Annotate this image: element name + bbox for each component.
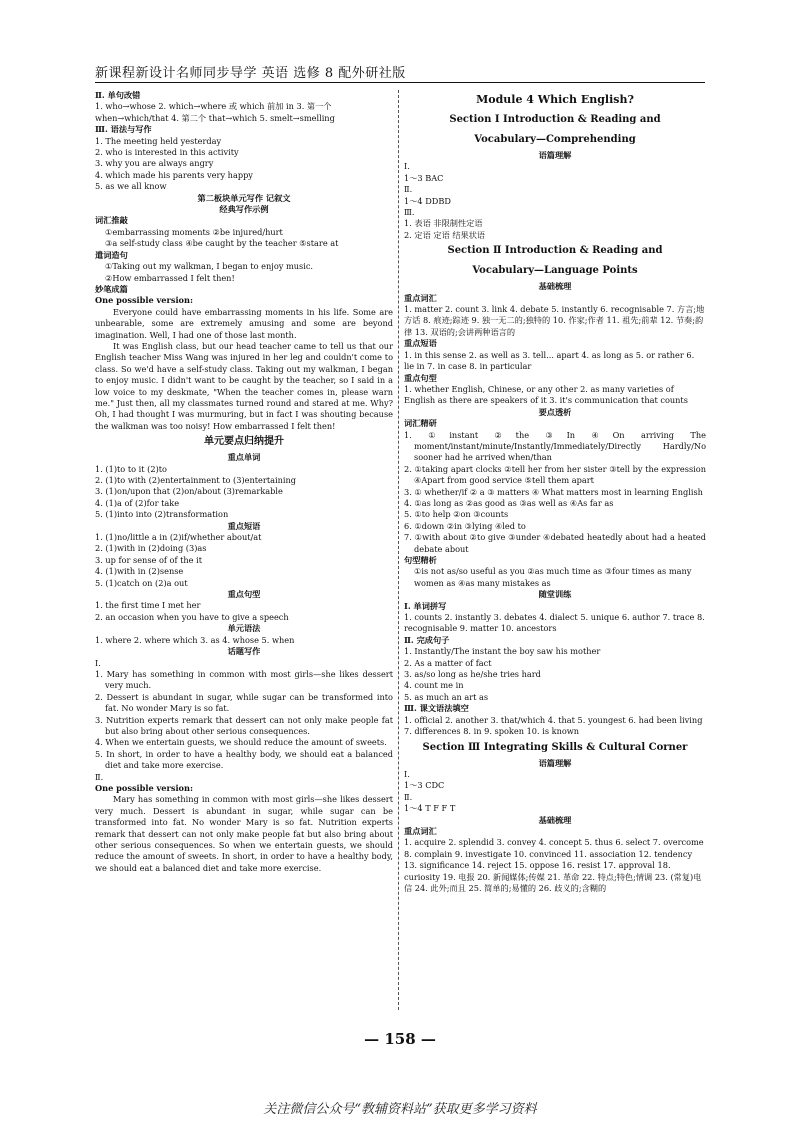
- answer-line: 1. the first time I met her: [95, 600, 201, 611]
- answer-line: 2. who is interested in this activity: [95, 147, 239, 158]
- answer-line: 1. matter 2. count 3. link 4. debate 5. instantly 6. recognisable 7. 方言;地方话 8. 痕迹;踪迹 9. 独一无二的;独特的 10. 作家;作者 11. 祖先;前辈 12. 节奏;韵律 13. 双语的;会讲两种语言的: [404, 304, 705, 337]
- answer-line: 2. (1)to with (2)entertainment to (3)entertaining: [95, 475, 297, 485]
- page-header: 新课程新设计名师同步导学 英语 选修 8 配外研社版: [95, 66, 406, 81]
- subheading: 遣词造句: [95, 249, 128, 260]
- section-heading: 重点单词: [227, 452, 261, 463]
- answer-line: Ⅰ.: [404, 768, 410, 779]
- right-column: [404, 90, 706, 894]
- answer-line: 4. When we entertain guests, we should reduce the amount of sweets.: [95, 737, 387, 748]
- column-divider: [398, 90, 399, 1010]
- answer-line: 1. where 2. where which 3. as 4. whose 5. when: [95, 634, 295, 645]
- subheading: Ⅱ. 完成句子: [404, 634, 450, 645]
- answer-line: 7. ①with about ②to give ③under ④debated heatedly about had a heated debate about: [404, 532, 706, 554]
- answer-line: 4. ①as long as ②as good as ③as well as ④As far as: [404, 497, 614, 508]
- section-heading: 要点透析: [538, 406, 572, 417]
- page-number: — 158 —: [364, 1030, 436, 1048]
- subheading: 句型精析: [404, 555, 437, 565]
- answer-line: 2. Dessert is abundant in sugar, while sugar can be transformed into fat. No wonder Mary is so fat.: [95, 691, 393, 714]
- answer-line: Ⅱ.: [95, 771, 104, 782]
- answer-line: 1. acquire 2. splendid 3. convey 4. concept 5. thus 6. select 7. overcome 8. complain 9. investigate 10. convinced 11. association 12. tendency 13. significance 14. reject 15. oppose 16. resist 17. approval 18. curiosity 19. 电报 20. 新闻媒体;传媒 21. 革命 22. 特点;特色;情调 23. (常复)电信 24. 此外;而且 25. 简单的;易懂的 26. 歧义的;含糊的: [404, 837, 704, 893]
- answer-line: 1. whether English, Chinese, or any other 2. as many varieties of English as there are speakers of it 3. it's communication that counts: [404, 383, 688, 406]
- subheading: 词汇推敲: [95, 215, 128, 226]
- subheading: 重点句型: [404, 372, 437, 383]
- module-title: Module 4 Which English?: [476, 93, 634, 106]
- answer-line: 2. As a matter of fact: [404, 657, 492, 668]
- section-title: Vocabulary—Comprehending: [474, 134, 636, 145]
- answer-line: 2. an occasion when you have to give a speech: [95, 611, 289, 622]
- answer-line: 2. ①taking apart clocks ②tell her from her sister ③tell by the expression ④Apart from good service ⑤tell them apart: [404, 463, 706, 486]
- answer-line: 1. (1)no/little a in (2)if/whether about/at: [95, 532, 262, 543]
- answer-line: 4. which made his parents very happy: [95, 169, 253, 180]
- answer-line: Ⅱ.: [404, 184, 413, 195]
- answer-line: 5. In short, in order to have a healthy body, we should eat a balanced diet and take more exercise.: [95, 748, 393, 771]
- answer-line: 1. counts 2. instantly 3. debates 4. dialect 5. unique 6. author 7. trace 8. recognisable 9. matter 10. ancestors: [404, 612, 705, 634]
- answer-line: 5. as we all know: [95, 181, 167, 192]
- section-heading: 基础梳理: [538, 281, 572, 292]
- answer-line: 3. why you are always angry: [95, 158, 214, 169]
- answer-line: 1. (1)to to it (2)to: [95, 463, 167, 474]
- answer-line: 3. as/so long as he/she tries hard: [404, 669, 541, 680]
- subheading: 词汇精研: [404, 418, 437, 429]
- subheading: 重点词汇: [404, 825, 437, 836]
- footer-note: 关注微信公众号“教辅资料站”获取更多学习资料: [263, 1102, 537, 1117]
- answer-line: 1. who→whose 2. which→where 或 which 前加 in 3. 第一个 when→which/that 4. 第二个 that→which 5. smelt→smelling: [95, 101, 335, 123]
- paragraph: Mary has something in common with most girls—she likes dessert very much. Dessert is abundant in sugar, while sugar can be transformed into fat. No wonder Mary is so fat. Nutrition experts remark that dessert can not only make people fat but also bring about other serious consequences. So when we entertain guests, we should reduce the amount of sweets. In short, in order to have a healthy body, we should eat a balanced diet and take more exercise.: [95, 794, 393, 873]
- answer-line: 1. Mary has something in common with most girls—she likes dessert very much.: [95, 668, 393, 691]
- section-title: Section Ⅲ Integrating Skills & Cultural Corner: [422, 741, 688, 753]
- subheading: 重点短语: [404, 338, 437, 349]
- answer-line: 1. The meeting held yesterday: [95, 135, 222, 146]
- subheading: One possible version:: [95, 782, 193, 793]
- answer-line: 1～3 CDC: [404, 780, 445, 791]
- section-heading: 第二板块单元写作 记叙文: [197, 192, 291, 203]
- answer-line: 1. Instantly/The instant the boy saw his mother: [404, 646, 601, 657]
- section-heading: 经典写作示例: [219, 204, 269, 215]
- section-heading: 话题写作: [227, 646, 261, 657]
- answer-line: 4. count me in: [404, 680, 464, 691]
- header-rule: [95, 82, 705, 83]
- section-heading: 重点短语: [227, 520, 261, 531]
- answer-line: 1. 表语 非限制性定语: [404, 218, 483, 229]
- section-title: Vocabulary—Language Points: [472, 265, 638, 277]
- answer-line: 1. ①instant ②the ③In ④On arriving The moment/instant/minute/Instantly/Immediately/Directly Hardly/No sooner had he arrived when/than: [404, 429, 706, 463]
- subheading: Ⅲ. 语法与写作: [95, 124, 152, 135]
- answer-line: ①embarrassing moments ②be injured/hurt: [105, 226, 283, 237]
- subheading: 妙笔成篇: [95, 283, 128, 294]
- section-title: 单元要点归纳提升: [204, 436, 284, 448]
- answer-line: 3. ① whether/if ② a ③ matters ④ What matters most in learning English: [404, 486, 703, 497]
- answer-line: 5. as much an art as: [404, 691, 489, 702]
- answer-line: 2. 定语 定语 结果状语: [404, 229, 486, 240]
- answer-line: ②How embarrassed I felt then!: [105, 272, 235, 283]
- answer-line: 4. (1)with in (2)sense: [95, 566, 184, 577]
- answer-line: 6. ①down ②in ③lying ④led to: [404, 520, 526, 531]
- answer-line: Ⅰ.: [404, 161, 410, 172]
- answer-line: 1～3 BAC: [404, 172, 444, 183]
- answer-line: 1～4 DDBD: [404, 195, 451, 206]
- answer-line: 3. up for sense of of the it: [95, 554, 203, 565]
- answer-line: 3. Nutrition experts remark that dessert can not only make people fat but also bring about other serious consequences.: [95, 714, 393, 736]
- subheading: One possible version:: [95, 295, 193, 306]
- answer-line: 1～4 T F F T: [404, 803, 456, 814]
- answer-line: 1. in this sense 2. as well as 3. tell... apart 4. as long as 5. or rather 6. lie in 7. in case 8. in particular: [404, 349, 695, 372]
- section-heading: 语篇理解: [538, 150, 572, 160]
- subheading: Ⅰ. 单词拼写: [404, 600, 447, 611]
- section-heading: 重点句型: [227, 589, 261, 600]
- answer-line: 5. (1)into into (2)transformation: [95, 509, 229, 520]
- section-title: Section Ⅰ Introduction & Reading and: [449, 114, 661, 125]
- left-column: [95, 90, 393, 874]
- answer-line: 5. ①to help ②on ③counts: [404, 509, 509, 520]
- answer-line: Ⅰ.: [95, 657, 101, 668]
- answer-line: 3. (1)on/upon that (2)on/about (3)remarkable: [95, 486, 283, 497]
- subheading: Ⅲ. 课文语法填空: [404, 703, 469, 714]
- answer-line: ①Taking out my walkman, I began to enjoy music.: [105, 261, 314, 272]
- subheading: Ⅱ. 单句改错: [95, 90, 141, 100]
- answer-line: 1. official 2. another 3. that/which 4. that 5. youngest 6. had been living 7. differences 8. in 9. spoken 10. is known: [404, 714, 703, 737]
- answer-line: Ⅲ.: [404, 207, 415, 218]
- subheading: 重点词汇: [404, 292, 437, 303]
- section-heading: 随堂训练: [538, 589, 572, 600]
- section-heading: 单元语法: [227, 623, 261, 634]
- paragraph: Everyone could have embarrassing moments in his life. Some are unbearable, some are extremely amusing and some are beyond imagination. Well, I had one of those last month.: [95, 306, 393, 340]
- answer-line: 4. (1)a of (2)for take: [95, 497, 180, 508]
- section-heading: 基础梳理: [538, 814, 572, 825]
- answer-line: 2. (1)with in (2)doing (3)as: [95, 543, 207, 554]
- answer-line: 5. (1)catch on (2)a out: [95, 577, 188, 588]
- section-title: Section Ⅱ Introduction & Reading and: [447, 245, 663, 257]
- answer-line: Ⅱ.: [404, 791, 413, 802]
- paragraph: It was English class, but our head teacher came to tell us that our English teacher Miss Wang was injured in her leg and couldn't come to class. So we'd have a self-study class. Taking out my walkman, I began to enjoy music. I didn't want to be caught by the teacher, so I said in a low voice to my deskmate, "When the teacher comes in, please warn me." Just then, all my classmates turned round and stared at me. Why? Oh, I had thought I was murmuring, but in fact I was shouting because the walkman was too noisy! How embarrassed I felt then!: [95, 340, 393, 431]
- answer-line: ①is not as/so useful as you ②as much time as ③four times as many women as ④as many mistakes as: [414, 566, 692, 588]
- answer-line: ③a self-study class ④be caught by the teacher ⑤stare at: [105, 238, 339, 249]
- section-heading: 语篇理解: [538, 757, 572, 768]
